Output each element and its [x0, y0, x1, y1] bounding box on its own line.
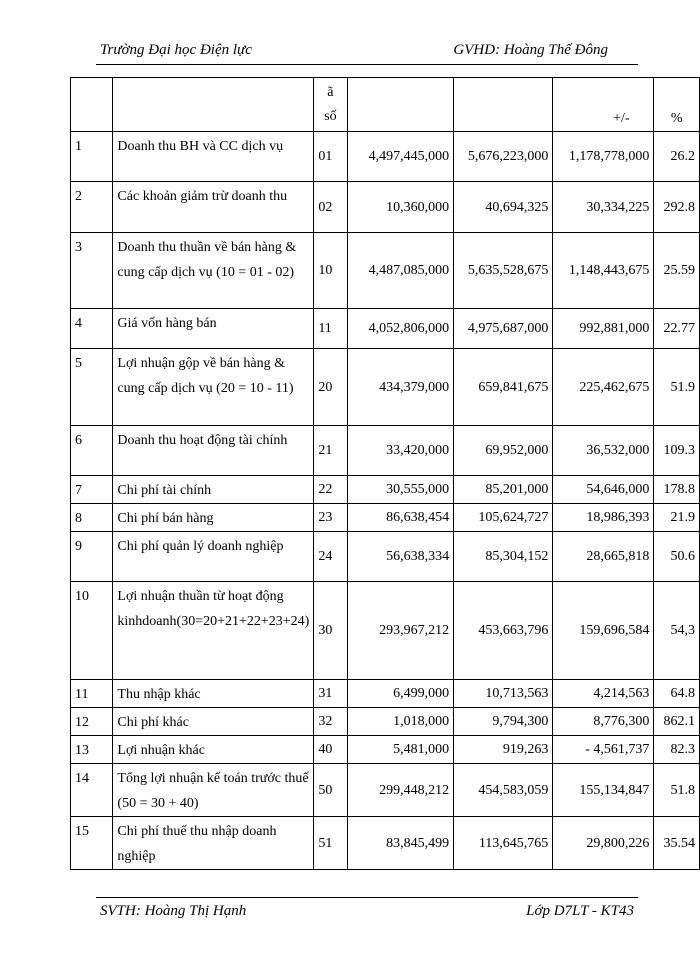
row-percent-value: 862.1: [654, 708, 700, 736]
table-row: [71, 817, 700, 870]
row-year2-value: 9,794,300: [454, 708, 553, 736]
row-item-name: Thu nhập khác: [113, 680, 314, 708]
row-year1-value: 33,420,000: [347, 426, 454, 476]
row-year2-value: 5,676,223,000: [454, 132, 553, 182]
row-year1-value: 434,379,000: [347, 349, 454, 426]
row-percent-value: 51.8: [654, 764, 700, 817]
header-advisor: GVHD: Hoàng Thế Đông: [453, 42, 608, 58]
row-percent-value: 178.8: [654, 476, 700, 504]
row-change-value: 28,665,818: [553, 532, 654, 582]
row-code: 32: [314, 708, 347, 736]
row-year1-value: 293,967,212: [347, 582, 454, 680]
row-percent-value: 82.3: [654, 736, 700, 764]
row-percent-value: 22.77: [654, 309, 700, 349]
table-row: [71, 132, 700, 182]
row-year2-value: 85,304,152: [454, 532, 553, 582]
row-code: 20: [314, 349, 347, 426]
row-change-value: 1,178,778,000: [553, 132, 654, 182]
row-number: 12: [71, 708, 113, 736]
table-row: [71, 182, 700, 233]
row-item-name: Lợi nhuận gộp về bán hàng & cung cấp dịch vụ (20 = 10 - 11): [113, 349, 314, 426]
row-change-value: 225,462,675: [553, 349, 654, 426]
table-row: [71, 309, 700, 349]
row-number: 15: [71, 817, 113, 870]
row-year1-value: 56,638,334: [347, 532, 454, 582]
header-percent: %: [654, 78, 700, 132]
row-percent-value: 50.6: [654, 532, 700, 582]
row-number: 5: [71, 349, 113, 426]
row-code: 51: [314, 817, 347, 870]
row-percent-value: 35.54: [654, 817, 700, 870]
row-percent-value: 109.3: [654, 426, 700, 476]
row-code: 50: [314, 764, 347, 817]
row-code: 40: [314, 736, 347, 764]
row-item-name: Lợi nhuận thuần từ hoạt động kinhdoanh(30=20+21+22+23+24): [113, 582, 314, 680]
row-percent-value: 54,3: [654, 582, 700, 680]
row-year2-value: 85,201,000: [454, 476, 553, 504]
row-number: 6: [71, 426, 113, 476]
row-year2-value: 454,583,059: [454, 764, 553, 817]
header-item: [113, 78, 314, 132]
row-item-name: Chi phí quản lý doanh nghiệp: [113, 532, 314, 582]
row-number: 4: [71, 309, 113, 349]
row-change-value: - 4,561,737: [553, 736, 654, 764]
table-row: [71, 764, 700, 817]
row-year1-value: 4,497,445,000: [347, 132, 454, 182]
table-row: [71, 504, 700, 532]
row-change-value: 36,532,000: [553, 426, 654, 476]
header-year1: [347, 78, 454, 132]
row-number: 14: [71, 764, 113, 817]
row-year2-value: 453,663,796: [454, 582, 553, 680]
row-percent-value: 25.59: [654, 233, 700, 309]
row-year2-value: 10,713,563: [454, 680, 553, 708]
header-code-line1: ã: [327, 84, 334, 100]
header-year2: [454, 78, 553, 132]
row-item-name: Doanh thu hoạt động tài chính: [113, 426, 314, 476]
row-item-name: Chi phí tài chính: [113, 476, 314, 504]
row-year2-value: 4,975,687,000: [454, 309, 553, 349]
header-code-line2: số: [324, 108, 337, 124]
row-change-value: 18,986,393: [553, 504, 654, 532]
row-code: 22: [314, 476, 347, 504]
row-change-value: 992,881,000: [553, 309, 654, 349]
row-code: 11: [314, 309, 347, 349]
row-year1-value: 10,360,000: [347, 182, 454, 233]
row-year1-value: 1,018,000: [347, 708, 454, 736]
row-percent-value: 292.8: [654, 182, 700, 233]
table-row: [71, 233, 700, 309]
row-change-value: 8,776,300: [553, 708, 654, 736]
footer-class: Lớp D7LT - KT43: [526, 903, 634, 919]
row-code: 30: [314, 582, 347, 680]
row-number: 3: [71, 233, 113, 309]
row-year2-value: 105,624,727: [454, 504, 553, 532]
row-year2-value: 69,952,000: [454, 426, 553, 476]
row-code: 01: [314, 132, 347, 182]
row-code: 23: [314, 504, 347, 532]
row-year1-value: 86,638,454: [347, 504, 454, 532]
row-year1-value: 6,499,000: [347, 680, 454, 708]
row-change-value: 54,646,000: [553, 476, 654, 504]
row-change-value: 30,334,225: [553, 182, 654, 233]
row-percent-value: 21.9: [654, 504, 700, 532]
row-year2-value: 919,263: [454, 736, 553, 764]
table-row: [71, 736, 700, 764]
row-item-name: Lợi nhuận khác: [113, 736, 314, 764]
row-item-name: Doanh thu thuần về bán hàng & cung cấp dịch vụ (10 = 01 - 02): [113, 233, 314, 309]
row-year2-value: 5,635,528,675: [454, 233, 553, 309]
table-row: [71, 349, 700, 426]
row-item-name: Doanh thu BH và CC dịch vụ: [113, 132, 314, 182]
row-change-value: 4,214,563: [553, 680, 654, 708]
row-year1-value: 83,845,499: [347, 817, 454, 870]
table-row: [71, 426, 700, 476]
table-row: [71, 582, 700, 680]
row-change-value: 1,148,443,675: [553, 233, 654, 309]
row-number: 10: [71, 582, 113, 680]
table-row: [71, 476, 700, 504]
row-change-value: 29,800,226: [553, 817, 654, 870]
header-school: Trường Đại học Điện lực: [100, 42, 252, 58]
row-item-name: Chi phí thuế thu nhập doanh nghiệp: [113, 817, 314, 870]
row-code: 10: [314, 233, 347, 309]
row-percent-value: 51.9: [654, 349, 700, 426]
row-change-value: 159,696,584: [553, 582, 654, 680]
row-year1-value: 5,481,000: [347, 736, 454, 764]
row-number: 11: [71, 680, 113, 708]
row-year2-value: 659,841,675: [454, 349, 553, 426]
row-year2-value: 40,694,325: [454, 182, 553, 233]
row-number: 8: [71, 504, 113, 532]
header-change: +/-: [553, 78, 654, 132]
row-number: 7: [71, 476, 113, 504]
row-percent-value: 64.8: [654, 680, 700, 708]
row-number: 1: [71, 132, 113, 182]
footer-student: SVTH: Hoàng Thị Hạnh: [100, 903, 247, 919]
row-year1-value: 299,448,212: [347, 764, 454, 817]
page-header: [96, 40, 638, 65]
row-year2-value: 113,645,765: [454, 817, 553, 870]
row-item-name: Chi phí khác: [113, 708, 314, 736]
row-code: 02: [314, 182, 347, 233]
table-header-row: [71, 78, 700, 132]
income-statement-table: [70, 77, 700, 870]
row-number: 2: [71, 182, 113, 233]
row-year1-value: 30,555,000: [347, 476, 454, 504]
row-percent-value: 26.2: [654, 132, 700, 182]
row-code: 31: [314, 680, 347, 708]
row-item-name: Giá vốn hàng bán: [113, 309, 314, 349]
row-year1-value: 4,052,806,000: [347, 309, 454, 349]
row-code: 21: [314, 426, 347, 476]
row-code: 24: [314, 532, 347, 582]
row-number: 9: [71, 532, 113, 582]
page-footer: [96, 897, 638, 922]
row-item-name: Chi phí bán hàng: [113, 504, 314, 532]
table-row: [71, 532, 700, 582]
header-code: [314, 78, 347, 132]
row-item-name: Các khoản giảm trừ doanh thu: [113, 182, 314, 233]
table-row: [71, 708, 700, 736]
row-year1-value: 4,487,085,000: [347, 233, 454, 309]
header-stt: [71, 78, 113, 132]
row-item-name: Tổng lợi nhuận kế toán trước thuế (50 = 30 + 40): [113, 764, 314, 817]
table-row: [71, 680, 700, 708]
row-change-value: 155,134,847: [553, 764, 654, 817]
row-number: 13: [71, 736, 113, 764]
